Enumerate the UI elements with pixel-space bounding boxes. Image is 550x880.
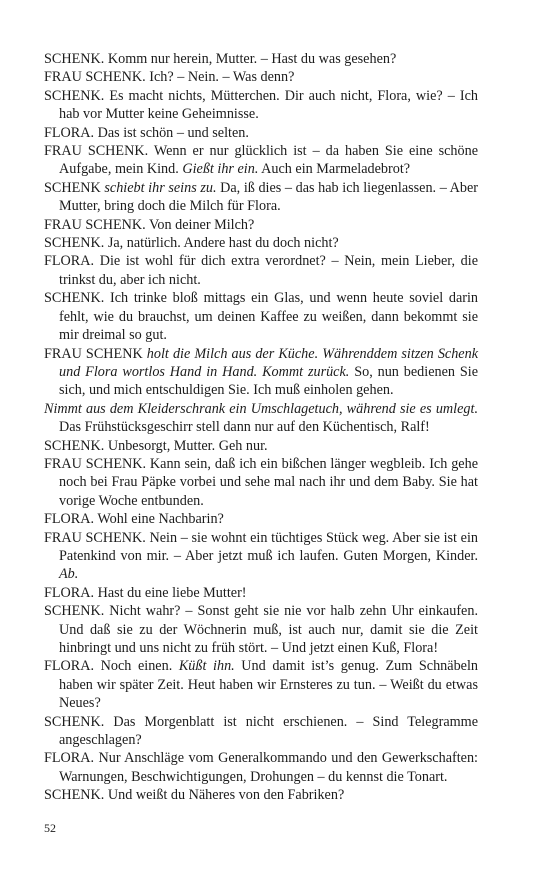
- dialogue-text: FLORA. Das ist schön – und selten.: [44, 124, 249, 141]
- dialogue-text: SCHENK. Komm nur herein, Mutter. – Hast du was gesehen?: [44, 51, 397, 67]
- stage-direction: Ab.: [59, 566, 79, 583]
- dialogue-text: SCHENK. Nicht wahr? – Sonst geht sie nie vor halb zehn Uhr einkaufen. Und daß sie zu der Wöchnerin muß, ist auch nur, damit sie die Zeit hinbringt und uns nicht zu früh stört. – Und jetzt einen Kuß, Flora!: [44, 603, 478, 656]
- dialogue-text: Auch ein Marmeladebrot?: [258, 161, 411, 178]
- dialogue-text: FLORA. Wohl eine Nachbarin?: [44, 511, 224, 528]
- dialogue-text: FLORA. Hast du eine liebe Mutter!: [44, 584, 247, 601]
- dialogue-line: [44, 179, 478, 216]
- dialogue-line: [44, 602, 478, 657]
- stage-direction: Gießt ihr ein.: [182, 161, 259, 178]
- dialogue-text: Das Frühstücksgeschirr stell dann nur auf den Küchentisch, Ralf!: [59, 419, 430, 436]
- dialogue-line: [44, 584, 478, 602]
- stage-direction: Küßt ihn.: [178, 658, 235, 675]
- dialogue-line: [44, 234, 478, 252]
- dialogue-text: FRAU SCHENK. Ich? – Nein. – Was denn?: [44, 69, 295, 86]
- dialogue-text: FRAU SCHENK. Nein – sie wohnt ein tüchtiges Stück weg. Aber sie ist ein Patenkind von mir. – Aber jetzt muß ich laufen. Guten Morgen, Kinder.: [44, 529, 478, 564]
- dialogue-line: [44, 437, 478, 455]
- dialogue-line: [44, 87, 478, 124]
- dialogue-line: [44, 510, 478, 528]
- page-number: 52: [44, 821, 56, 835]
- dialogue-text: FRAU SCHENK. Von deiner Milch?: [44, 216, 255, 233]
- stage-direction: Nimmt aus dem Kleiderschrank ein Umschlagetuch, während sie es umlegt.: [44, 400, 478, 417]
- dialogue-line: [44, 50, 478, 68]
- stage-direction: schiebt ihr seins zu.: [104, 179, 217, 196]
- dialogue-text: SCHENK. Ja, natürlich. Andere hast du doch nicht?: [44, 235, 339, 252]
- play-text: [44, 50, 478, 805]
- dialogue-line: [44, 124, 478, 142]
- dialogue-text: SCHENK. Unbesorgt, Mutter. Geh nur.: [44, 437, 268, 454]
- stage-direction: holt die Milch aus der Küche. Währenddem sitzen Schenk und Flora wortlos Hand in Hand. Kommt zurück.: [59, 345, 478, 380]
- dialogue-line: [44, 289, 478, 344]
- dialogue-text: FRAU SCHENK: [44, 345, 147, 362]
- dialogue-text: So, nun bedienen Sie sich, und mich entschuldigen Sie. Ich muß einholen gehen.: [59, 363, 478, 399]
- dialogue-line: [44, 455, 478, 510]
- dialogue-line: [44, 142, 478, 179]
- dialogue-text: Da, iß dies – das hab ich liegenlassen. – Aber Mutter, bring doch die Milch für Flora.: [59, 179, 478, 215]
- dialogue-text: SCHENK. Es macht nichts, Mütterchen. Dir auch nicht, Flora, wie? – Ich hab vor Mutter keine Geheimnisse.: [44, 87, 478, 123]
- dialogue-text: SCHENK. Ich trinke bloß mittags ein Glas, und wenn heute soviel darin fehlt, wie du brauchst, um deinen Kaffee zu weißen, dann bekommt sie mir dreimal so gut.: [44, 290, 478, 344]
- dialogue-text: SCHENK. Und weißt du Näheres von den Fabriken?: [44, 787, 345, 804]
- dialogue-line: [44, 400, 478, 437]
- dialogue-line: [44, 345, 478, 400]
- dialogue-text: SCHENK: [44, 179, 105, 196]
- dialogue-text: FRAU SCHENK. Kann sein, daß ich ein bißchen länger wegbleib. Ich gehe noch bei Frau Päpke vorbei und sehe mal nach ihr und dem Baby. Sie hat vorige Woche entbunden.: [44, 455, 478, 509]
- dialogue-line: [44, 749, 478, 786]
- dialogue-line: [44, 68, 478, 86]
- dialogue-text: SCHENK. Das Morgenblatt ist nicht erschienen. – Sind Telegramme angeschlagen?: [44, 713, 478, 749]
- dialogue-text: FLORA. Die ist wohl für dich extra verordnet? – Nein, mein Lieber, die trinkst du, aber ich nicht.: [44, 253, 478, 288]
- dialogue-text: FLORA. Noch einen.: [44, 658, 179, 675]
- dialogue-line: [44, 216, 478, 234]
- dialogue-text: FLORA. Nur Anschläge vom Generalkommando und den Gewerkschaften: Warnungen, Beschwichtigungen, Drohungen – du kennst die Tonart.: [44, 750, 478, 785]
- dialogue-line: [44, 786, 478, 804]
- dialogue-line: [44, 252, 478, 289]
- dialogue-line: [44, 657, 478, 712]
- dialogue-text: FRAU SCHENK. Wenn er nur glücklich ist – da haben Sie eine schöne Aufgabe, mein Kind.: [44, 143, 478, 178]
- dialogue-line: [44, 529, 478, 584]
- dialogue-line: [44, 713, 478, 750]
- dialogue-text: Und damit ist’s genug. Zum Schnäbeln haben wir später Zeit. Heut haben wir Ernsteres zu tun. – Weißt du etwas Neues?: [59, 658, 478, 712]
